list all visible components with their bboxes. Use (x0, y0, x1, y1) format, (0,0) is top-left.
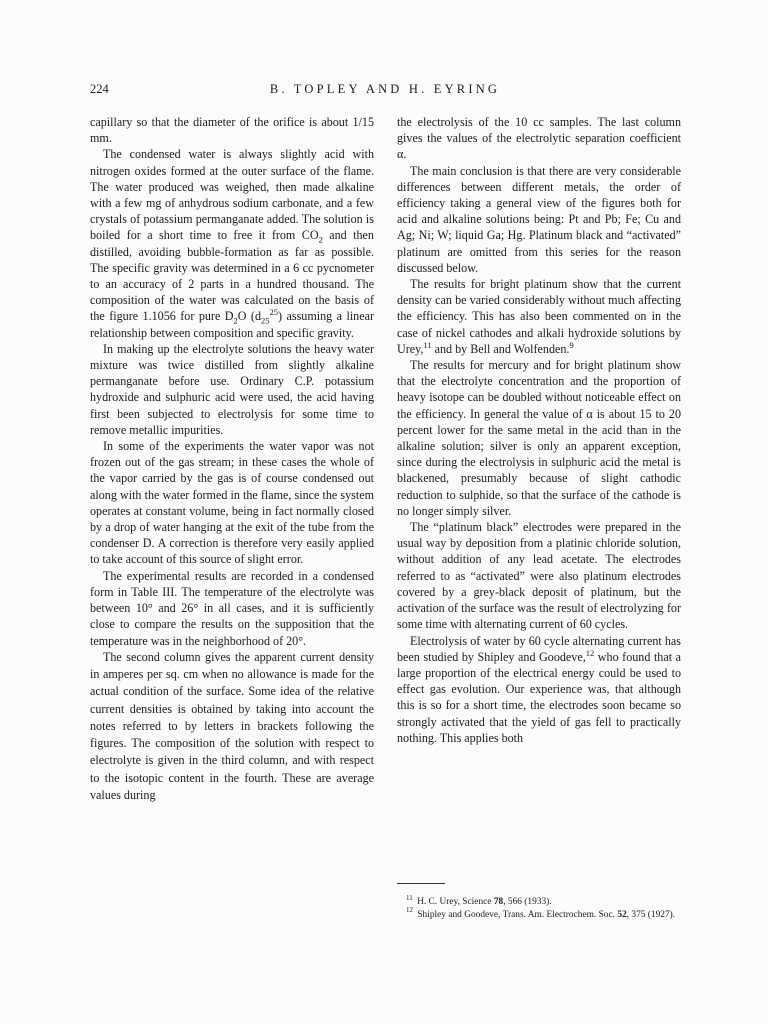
paragraph: capillary so that the diameter of the orifice is about 1/15 mm. (90, 115, 374, 146)
footnote-11: $^{11}$ H. C. Urey, Science 78, 566 (1933). (406, 893, 552, 907)
paragraph: The “platinum black” electrodes were prepared in the usual way by deposition from a platinic chloride solution, without addition of any lead acetate. The electrodes referred to as “activated” were also platinum electrodes covered by a grey-black deposit of platinum, but the activation of the surface was the result of electrolyzing for some time with alternating current of 60 cycles. (397, 520, 681, 632)
paragraph: The results for bright platinum show that the current density can be varied considerably without much affecting the efficiency. This has also been commented on in the case of nickel cathodes and alkali hydroxide solutions by Urey,$^{11}$ and by Bell and Wolfenden.$^9$ (397, 277, 681, 356)
reference-marker: 12 (585, 647, 595, 658)
paragraph: In some of the experiments the water vapor was not frozen out of the gas stream; in these cases the whole of the vapor carried by the gas is of course condensed out along with the water formed in the flame, since the system operates at constant volume, being in fact normally closed by a drop of water hanging at the exit of the tube from the condenser D. A correction is therefore very easily applied to take account of this source of slight error. (90, 439, 374, 567)
page-header (90, 82, 680, 102)
paragraph: Electrolysis of water by 60 cycle alternating current has been studied by Shipley and Goodeve,$^{12}$ who found that a large proportion of the electrical energy could be used to effect gas evolution. Our experience was, that although this is so for a short time, the electrodes soon became so strongly activated that the yield of gas fell to practically nothing. This applies both (397, 633, 681, 745)
footnotes (397, 893, 681, 921)
right-column (397, 114, 681, 746)
paragraph: The results for mercury and for bright platinum show that the electrolyte concentration and the proportion of heavy isotope can be doubled without noticeable effect on the efficiency. In general the value of α is about 15 to 20 percent lower for the same metal in the acid than in the alkaline solution; silver is only an apparent exception, since during the electrolysis in sulphuric acid the metal is blackened, presumably because of slight cathodic reduction to sulphide, so that the surface of the cathode is no longer simply silver. (397, 358, 681, 518)
running-head-authors: B. TOPLEY AND H. EYRING (269, 82, 501, 96)
paragraph: The condensed water is always slightly acid with nitrogen oxides formed at the outer surface of the flame. The water produced was weighed, then made alkaline with a few mg of anhydrous sodium carbonate, and a few crystals of potassium permanganate added. The solution is boiled for a short time to free it from $CO_2$ and then distilled, avoiding bubble-formation as far as possible. The specific gravity was determined in a 6 cc pycnometer to an accuracy of 2 parts in a hundred thousand. The composition of the water was calculated on the basis of the figure 1.1056 for pure $D_2O$ $(d_{25}^{25})$ assuming a linear relationship between composition and specific gravity. (90, 147, 374, 340)
paragraph: The main conclusion is that there are very considerable differences between different metals, the order of efficiency taking a general view of the figures both for acid and alkaline solutions being: Pt and Pb; Fe; Cu and Ag; Ni; W; liquid Ga; Hg. Platinum black and “activated” platinum are omitted from this series for the reason discussed below. (397, 163, 681, 275)
reference-marker: 11 (423, 339, 432, 350)
page-number: 224 (90, 82, 109, 96)
left-column (90, 114, 374, 804)
paragraph: The second column gives the apparent current density in amperes per sq. cm when no allowance is made for the actual condition of the surface. Some idea of the relative current densities is obtained by taking into account the notes referred to by letters in brackets following the figures. The composition of the solution with respect to electrolyte is given in the third column, and with respect to the isotopic content in the fourth. These are average values during (90, 649, 374, 803)
footnote-12: $^{12}$ Shipley and Goodeve, Trans. Am. Electrochem. Soc. 52, 375 (1927). (406, 906, 676, 920)
paragraph: The experimental results are recorded in a condensed form in Table III. The temperature of the electrolyte was between 10° and 26° in all cases, and it is sufficiently close to compare the results on the supposition that the temperature was in the neighborhood of 20°. (90, 568, 374, 648)
footnote-divider (397, 883, 445, 884)
paragraph: the electrolysis of the 10 cc samples. The last column gives the values of the electrolytic separation coefficient α. (397, 115, 681, 162)
reference-marker: 9 (569, 339, 574, 350)
paragraph: In making up the electrolyte solutions the heavy water mixture was twice distilled from slightly alkaline permanganate before use. Ordinary C.P. potassium hydroxide and sulphuric acid were used, the acid having first been subjected to electrolysis for some time to remove metallic impurities. (90, 341, 374, 437)
